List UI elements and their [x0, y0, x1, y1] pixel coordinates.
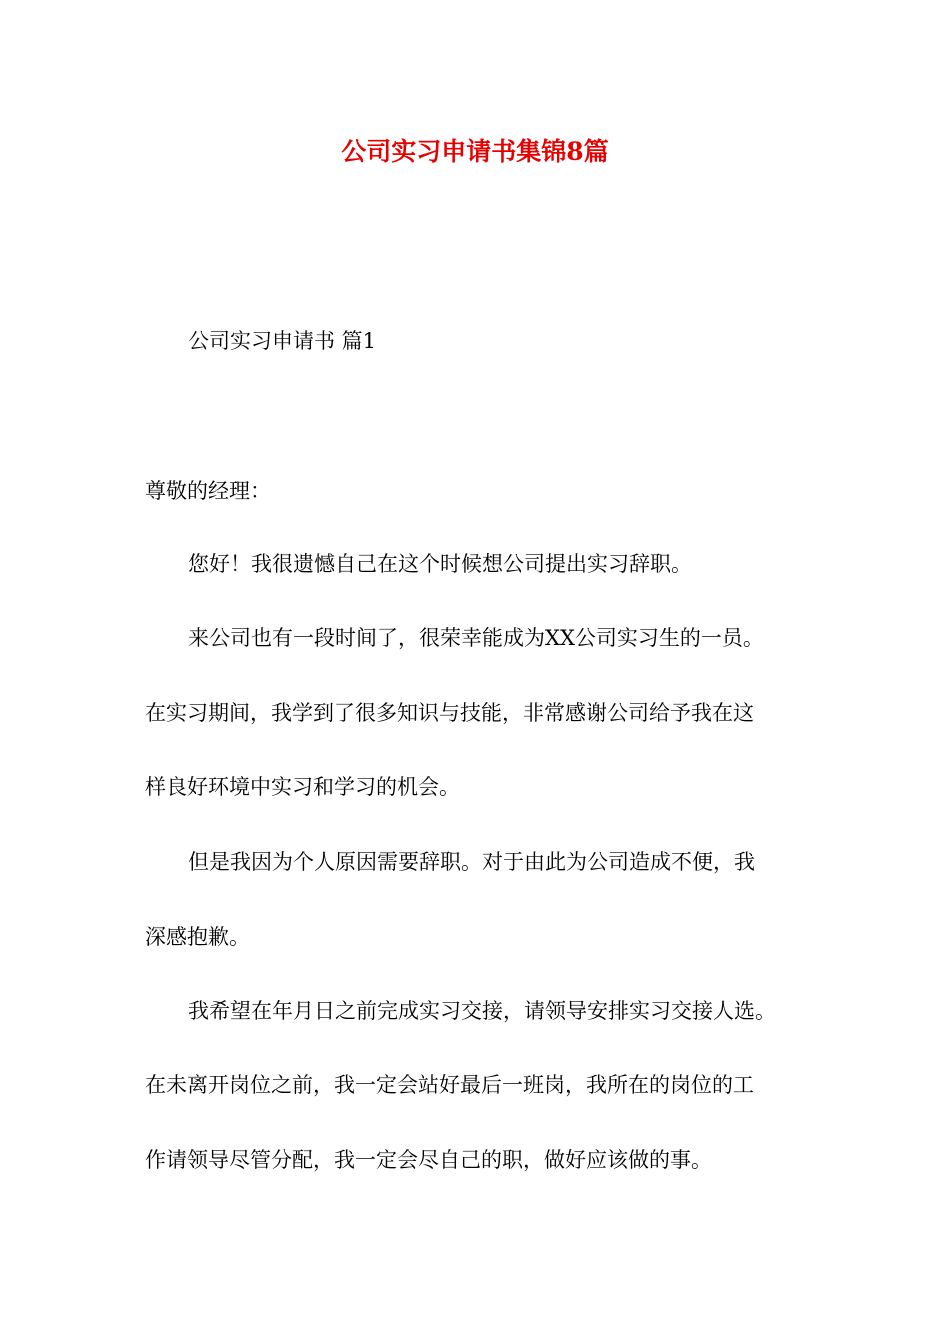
page-title: 公司实习申请书集锦8篇	[341, 137, 609, 166]
paragraph-line: 来公司也有一段时间了，很荣幸能成为XX公司实习生的一员。	[188, 626, 764, 650]
paragraph-line: 深感抱歉。	[145, 925, 250, 949]
paragraph-line: 在实习期间，我学到了很多知识与技能，非常感谢公司给予我在这	[145, 701, 754, 725]
paragraph-line: 但是我因为个人原因需要辞职。对于由此为公司造成不便，我	[188, 850, 755, 874]
section-heading: 公司实习申请书 篇1	[188, 329, 377, 353]
paragraph-line: 样良好环境中实习和学习的机会。	[145, 775, 460, 799]
salutation: 尊敬的经理：	[145, 479, 271, 503]
paragraph-line: 作请领导尽管分配，我一定会尽自己的职，做好应该做的事。	[145, 1148, 712, 1172]
paragraph-line: 我希望在年月日之前完成实习交接，请领导安排实习交接人选。	[188, 999, 776, 1023]
paragraph-line: 在未离开岗位之前，我一定会站好最后一班岗，我所在的岗位的工	[145, 1073, 754, 1097]
paragraph-line: 您好！我很遗憾自己在这个时候想公司提出实习辞职。	[188, 552, 692, 576]
